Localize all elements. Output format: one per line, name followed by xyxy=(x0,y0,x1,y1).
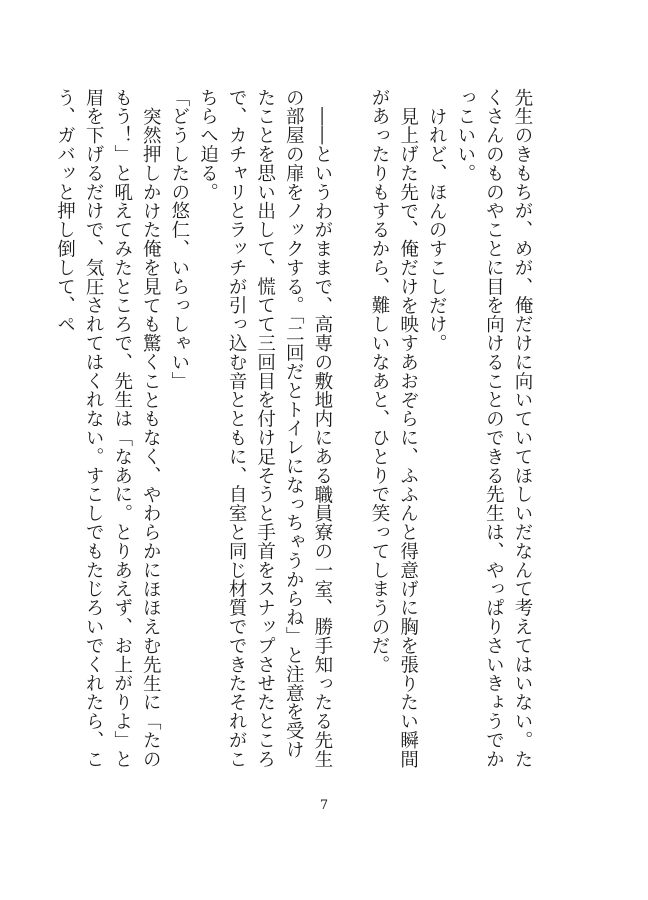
page-number: 7 xyxy=(319,798,329,813)
paragraph-2: けれど、ほんのすこしだけ。 xyxy=(426,106,448,353)
body-text-vertical xyxy=(54,88,536,778)
paragraph-5-dialogue: 「どうしたの悠仁、いらっしゃい」 xyxy=(168,88,190,391)
paragraph-1: 先生のきもちが、めが、俺だけに向いていてほしいだなんて考えてはいない。たくさんのものやことに目を向けることのできる先生は、やっぱりさいきょうでかっこいい。 xyxy=(454,88,533,769)
paragraph-3: 見上げた先で、俺だけを映すあおぞらに、ふふんと得意げに胸を張りたい瞬間があったりもするから、難しいなあと、ひとりで笑ってしまうのだ。 xyxy=(369,88,419,768)
paragraph-4: ――というわがままで、高専の敷地内にある職員寮の一室、勝手知ったる先生の部屋の扉をノックする。「二回だとトイレになっちゃうからね」と注意を受けたことを思い出して、慌てて三回目を付け足そうと手首をスナップさせたところで、カチャリとラッチが引っ込む音とともに、自室と同じ材質でできたそれがこちらへ迫る。 xyxy=(197,88,333,769)
paragraph-6: 突然押しかけた俺を見ても驚くこともなく、やわらかにほほえむ先生に「たのもう！」と吼えてみたところで、先生は「なあに。とりあえず、お上がりよ」と眉を下げるだけで、気圧されてはくれない。すこしでもたじろいでくれたら、こう、ガバッと押し倒して、ペ xyxy=(54,88,162,769)
blank-line xyxy=(336,88,365,778)
